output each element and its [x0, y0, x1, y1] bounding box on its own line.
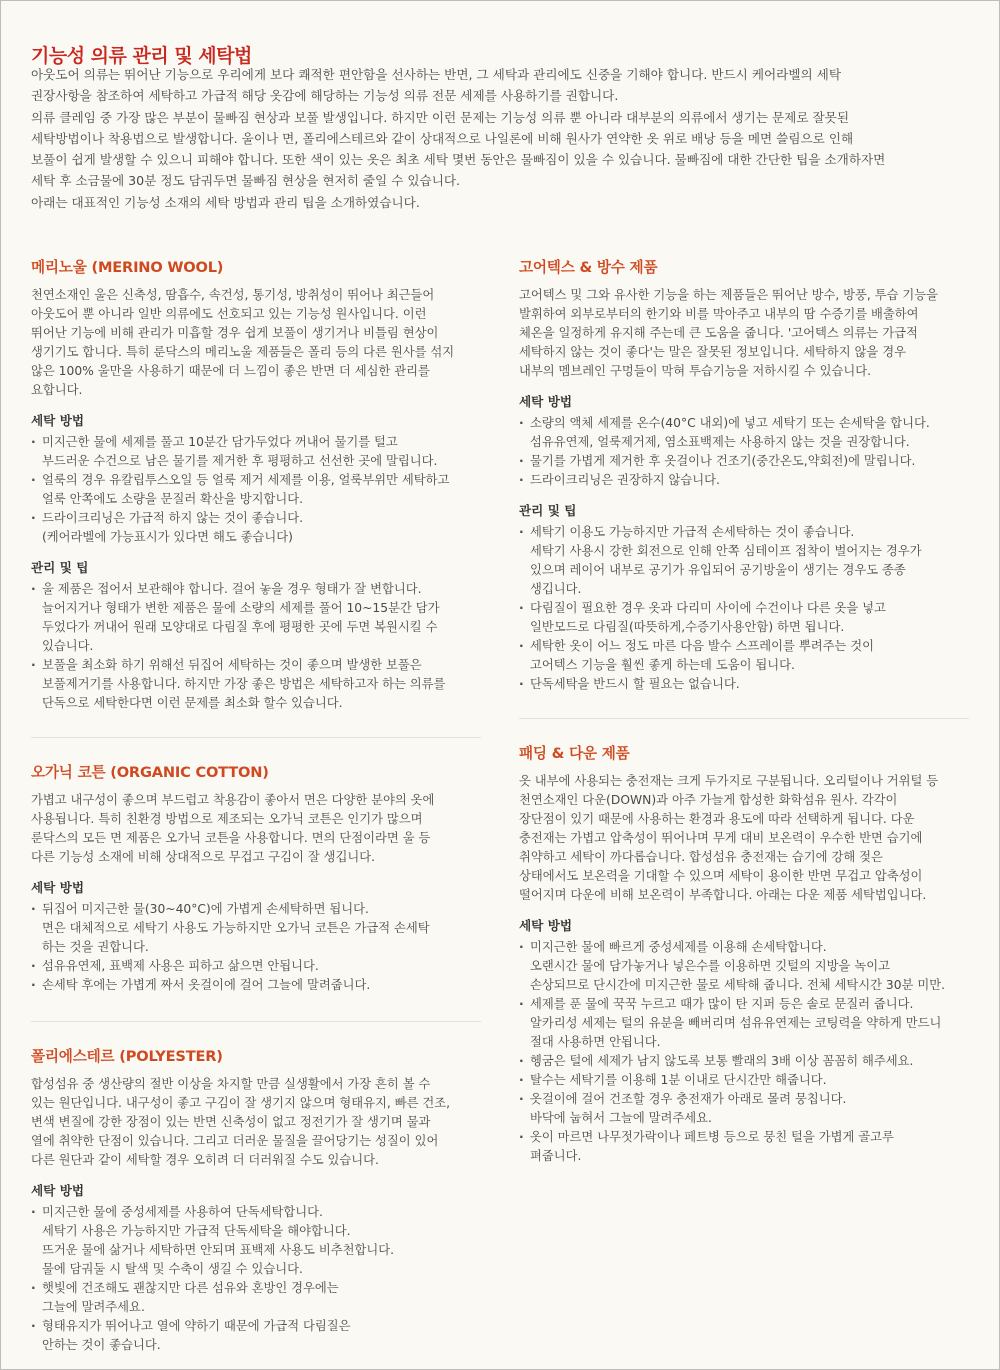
list-item-line: · 드라이크리닝은 권장하지 않습니다. [530, 473, 720, 487]
description-line: 요합니다. [31, 383, 83, 397]
list-item-line: 섬유유연제, 얼룩제거제, 염소표백제는 사용하지 않는 것을 권장합니다. [530, 435, 910, 449]
description-line: 체온을 일정하게 유지해 주는데 큰 도움을 줍니다. '고어텍스 의류는 가급적 [519, 326, 918, 340]
description-line: 사용됩니다. 특히 친환경 방법으로 제조되는 오가닉 코튼은 인기가 많으며 [31, 812, 423, 826]
list-item [519, 414, 969, 452]
section-description [31, 1075, 481, 1170]
section-goretex [519, 256, 969, 694]
description-line: 고어텍스 및 그와 유사한 기능을 하는 제품들은 뛰어난 방수, 방풍, 투습 기능을 [519, 288, 939, 302]
list-item [519, 471, 969, 490]
wash-method-heading: 세탁 방법 [31, 1183, 85, 1198]
list-item-line: · 보풀을 최소화 하기 위해선 뒤집어 세탁하는 것이 좋으며 발생한 보풀은 [42, 658, 422, 672]
section-title: 패딩 & 다운 제품 [519, 745, 630, 762]
divider [31, 737, 481, 738]
description-line: 장단점이 있기 때문에 사용하는 환경과 용도에 따라 선택하게 됩니다. 다운 [519, 812, 915, 826]
right-column [519, 256, 969, 1166]
list-item-line: · 단독세탁을 반드시 할 필요는 없습니다. [530, 677, 740, 691]
intro-line: 세탁방법이나 착용법으로 발생합니다. 울이나 면, 폴리에스테르와 같이 상대적으로 나일론에 비해 원사가 연약한 옷 위로 배낭 등을 메면 쓸림으로 인해 [31, 130, 854, 146]
wash-list [519, 938, 969, 1166]
description-line: 룬닥스의 모든 면 제품은 오가닉 코튼을 사용합니다. 면의 단점이라면 울 등 [31, 831, 431, 845]
list-item-line: · 형태유지가 뛰어나고 열에 약하기 때문에 가급적 다림질은 [42, 1319, 351, 1333]
list-item-line: · 헹굼은 털에 세제가 남지 않도록 보통 빨래의 3배 이상 꼼꼼히 해주세요. [530, 1054, 914, 1068]
list-item [31, 580, 481, 656]
section-title: 오가닉 코튼 (ORGANIC COTTON) [31, 764, 269, 781]
section-down [519, 742, 969, 1166]
description-line: 열에 취약한 단점이 있습니다. 그리고 더러운 물질을 끌어당기는 성질이 있어 [31, 1134, 439, 1148]
wash-list [31, 433, 481, 547]
list-item-line: · 얼룩의 경우 유칼립투스오일 등 얼룩 제거 세제를 이용, 얼룩부위만 세탁하고 [42, 473, 450, 487]
list-item [519, 1128, 969, 1166]
list-item-line: 있습니다. [42, 639, 94, 653]
list-item-line: · 탈수는 세탁기를 이용해 1분 이내로 단시간만 해줍니다. [530, 1073, 827, 1087]
list-item-line: · 옷걸이에 걸어 건조할 경우 충전재가 아래로 몰려 뭉칩니다. [530, 1092, 847, 1106]
list-item-line: 단독으로 세탁한다면 이런 문제를 최소화 할수 있습니다. [42, 696, 343, 710]
list-item-line: 있으며 레이어 내부로 공기가 유입되어 공기방울이 생기는 경우도 종종 [530, 563, 906, 577]
list-item [31, 656, 481, 713]
wash-method-heading: 세탁 방법 [31, 880, 85, 895]
wash-method-heading: 세탁 방법 [519, 394, 573, 409]
list-item-line: 펴줍니다. [530, 1149, 582, 1163]
description-line: 않은 100% 울만을 사용하기 때문에 더 느낌이 좋은 반면 더 세심한 관리를 [31, 364, 430, 378]
list-item-line: 안하는 것이 좋습니다. [42, 1338, 161, 1352]
wash-method-heading: 세탁 방법 [31, 413, 85, 428]
list-item-line: · 섬유유연제, 표백제 사용은 피하고 삶으면 안됩니다. [42, 959, 319, 973]
wash-list [31, 900, 481, 995]
list-item-line: (케어라벨에 가능표시가 있다면 해도 좋습니다) [42, 530, 293, 544]
list-item-line: · 미지근한 물에 빠르게 중성세제를 이용해 손세탁합니다. [530, 940, 827, 954]
section-cotton [31, 761, 481, 995]
care-list [31, 580, 481, 713]
description-line: 합성섬유 중 생산량의 절반 이상을 차지할 만큼 실생활에서 가장 흔히 볼 수 [31, 1077, 431, 1091]
list-item-line: 세탁기 사용은 가능하지만 가급적 단독세탁을 해야합니다. [42, 1224, 351, 1238]
list-item [31, 900, 481, 957]
section-description [519, 772, 969, 905]
list-item-line: · 물기를 가볍게 제거한 후 옷걸이나 건조기(중간온도,약회전)에 말립니다. [530, 454, 916, 468]
list-item-line: · 소량의 액체 세제를 온수(40°C 내외)에 넣고 세탁기 또는 손세탁을 합니다. [530, 416, 930, 430]
list-item-line: · 다림질이 필요한 경우 옷과 다리미 사이에 수건이나 다른 옷을 넣고 [530, 601, 886, 615]
list-item-line: 손상되므로 단시간에 미지근한 물로 세탁해 줍니다. 전체 세탁시간 30분 미만. [530, 978, 946, 992]
description-line: 떨어지며 다운에 비해 보온력이 부족합니다. 아래는 다운 제품 세탁법입니다. [519, 888, 927, 902]
section-description [31, 286, 481, 400]
section-description [519, 286, 969, 381]
description-line: 아웃도어 뿐 아니라 일반 의류에도 선호되고 있는 기능성 원사입니다. 이런 [31, 307, 427, 321]
intro-line: 아래는 대표적인 기능성 소재의 세탁 방법과 관리 팁을 소개하였습니다. [31, 194, 420, 210]
list-item-line: · 미지근한 물에 중성세제를 사용하여 단독세탁합니다. [42, 1205, 323, 1219]
description-line: 다른 원단과 같이 세탁할 경우 오히려 더 더러워질 수도 있습니다. [31, 1153, 379, 1167]
list-item [519, 1090, 969, 1128]
list-item-line: 물에 담궈둘 시 탈색 및 수축이 생길 수 있습니다. [42, 1262, 303, 1276]
intro-line: 권장사항을 참조하여 세탁하고 가급적 해당 옷감에 해당하는 기능성 의류 전문 세제를 사용하기를 권합니다. [31, 88, 619, 104]
description-line: 충전재는 가볍고 압축성이 뛰어나며 무게 대비 보온력이 우수한 반면 습기에 [519, 831, 923, 845]
list-item-line: 보풀제거기를 사용합니다. 하지만 가장 좋은 방법은 세탁하고자 하는 의류를 [42, 677, 446, 691]
description-line: 내부의 멤브레인 구멍들이 막혀 투습기능을 저하시킬 수 있습니다. [519, 364, 871, 378]
list-item-line: 바닥에 눕혀서 그늘에 말려주세요. [530, 1111, 712, 1125]
list-item [31, 957, 481, 976]
list-item-line: 오랜시간 물에 담가놓거나 넣은수를 이용하면 깃털의 지방을 녹이고 [530, 959, 890, 973]
section-description [31, 791, 481, 867]
list-item-line: 그늘에 말려주세요. [42, 1300, 145, 1314]
list-item-line: 면은 대체적으로 세탁기 사용도 가능하지만 오가닉 코튼은 가급적 손세탁 [42, 921, 430, 935]
intro-line: 아웃도어 의류는 뛰어난 기능으로 우리에게 보다 쾌적한 편안함을 선사하는 반면, 그 세탁과 관리에도 신중을 기해야 합니다. 반드시 케어라벨의 세탁 [31, 67, 841, 82]
description-line: 가볍고 내구성이 좋으며 부드럽고 착용감이 좋아서 면은 다양한 분야의 옷에 [31, 793, 435, 807]
list-item-line: 뜨거운 물에 삶거나 세탁하면 안되며 표백제 사용도 비추천합니다. [42, 1243, 394, 1257]
intro-text [31, 64, 976, 213]
description-line: 생기기도 합니다. 특히 룬닥스의 메리노울 제품들은 폴리 등의 다른 원사를 섞지 [31, 345, 455, 359]
description-line: 변색 변질에 강한 장점이 있는 반면 신축성이 없고 정전기가 잘 생기며 물과 [31, 1115, 431, 1129]
list-item [31, 471, 481, 509]
page-title: 기능성 의류 관리 및 세탁법 [31, 44, 252, 67]
list-item [31, 509, 481, 547]
list-item-line: · 세탁기 이용도 가능하지만 가급적 손세탁하는 것이 좋습니다. [530, 525, 855, 539]
list-item [519, 995, 969, 1052]
list-item-line: · 햇빛에 건조해도 괜찮지만 다른 섬유와 혼방인 경우에는 [42, 1281, 339, 1295]
section-title: 폴리에스테르 (POLYESTER) [31, 1048, 223, 1065]
list-item [519, 599, 969, 637]
list-item-line: 고어텍스 기능을 훨씬 좋게 하는데 도움이 됩니다. [530, 658, 795, 672]
description-line: 옷 내부에 사용되는 충전재는 크게 두가지로 구분됩니다. 오리털이나 거위털 등 [519, 774, 939, 788]
list-item [31, 976, 481, 995]
care-tips-heading: 관리 및 팁 [31, 560, 89, 575]
description-line: 뛰어난 기능에 비해 관리가 미흡할 경우 쉽게 보풀이 생기거나 비틀림 현상이 [31, 326, 439, 340]
description-line: 상태에서도 보온력을 기대할 수 있으며 세탁이 용이한 반면 무겁고 압축성이 [519, 869, 923, 883]
list-item-line: 절대 사용하면 안됩니다. [530, 1035, 661, 1049]
description-line: 취약하고 세탁이 까다롭습니다. 합성섬유 충전재는 습기에 강해 젖은 [519, 850, 883, 864]
list-item-line: · 손세탁 후에는 가볍게 짜서 옷걸이에 걸어 그늘에 말려줍니다. [42, 978, 371, 992]
left-column [31, 256, 481, 1355]
list-item-line: · 미지근한 물에 세제를 풀고 10분간 담가두었다 꺼내어 물기를 털고 [42, 435, 398, 449]
intro-line: 의류 클레임 중 가장 많은 부분이 물빠짐 현상과 보풀 발생입니다. 하지만 이런 문제는 기능성 의류 뿐 아니라 대부분의 의류에서 생기는 문제로 잘못된 [31, 109, 850, 125]
list-item [31, 1279, 481, 1317]
list-item-line: 생깁니다. [530, 582, 582, 596]
list-item-line: 세탁기 사용시 강한 회전으로 인해 안쪽 심테이프 접착이 벌어지는 경우가 [530, 544, 922, 558]
description-line: 있는 원단입니다. 내구성이 좋고 구김이 잘 생기지 않으며 형태유지, 빠른 건조, [31, 1096, 451, 1110]
list-item [519, 675, 969, 694]
list-item [519, 1052, 969, 1071]
description-line: 천연소재인 울은 신축성, 땀흡수, 속건성, 통기성, 방취성이 뛰어나 최근들어 [31, 288, 435, 302]
section-title: 고어텍스 & 방수 제품 [519, 259, 658, 276]
intro-line: 세탁 후 소금물에 30분 정도 담궈두면 물빠짐 현상을 현저히 줄일 수 있습니다. [31, 173, 461, 189]
list-item [519, 938, 969, 995]
list-item-line: 부드러운 수건으로 남은 물기를 제거한 후 평평하고 선선한 곳에 말립니다. [42, 454, 438, 468]
description-line: 세탁하지 않는 것이 좋다'는 말은 잘못된 정보입니다. 세탁하지 않을 경우 [519, 345, 906, 359]
section-merino [31, 256, 481, 713]
section-polyester [31, 1045, 481, 1355]
list-item [31, 433, 481, 471]
list-item-line: 알카리성 세제는 털의 유분을 빼버리며 섬유유연제는 코팅력을 약하게 만드니 [530, 1016, 942, 1030]
list-item [31, 1203, 481, 1279]
list-item-line: 늘어지거나 형태가 변한 제품은 물에 소량의 세제를 풀어 10~15분간 담가 [42, 601, 440, 615]
intro-line: 보풀이 쉽게 발생할 수 있으니 피해야 합니다. 또한 색이 있는 옷은 최초 세탁 몇번 동안은 물빠짐이 있을 수 있습니다. 물빠짐에 대한 간단한 팁을 소개하자면 [31, 152, 886, 168]
wash-list [519, 414, 969, 490]
list-item-line: · 드라이크리닝은 가급적 하지 않는 것이 좋습니다. [42, 511, 304, 525]
list-item-line: · 옷이 마르면 나무젓가락이나 페트병 등으로 뭉친 털을 가볍게 골고루 [530, 1130, 894, 1144]
wash-list [31, 1203, 481, 1355]
list-item [519, 452, 969, 471]
list-item-line: 두었다가 꺼내어 원래 모양대로 다림질 후에 평평한 곳에 두면 복원시킬 수 [42, 620, 438, 634]
wash-method-heading: 세탁 방법 [519, 918, 573, 933]
description-line: 다른 기능성 소재에 비해 상대적으로 무겁고 구김이 잘 생깁니다. [31, 850, 376, 864]
care-list [519, 523, 969, 694]
divider [519, 718, 969, 719]
list-item-line: 일반모드로 다림질(따뜻하게,수증기사용안함) 하면 됩니다. [530, 620, 845, 634]
list-item-line: · 뒤집어 미지근한 물(30~40°C)에 가볍게 손세탁하면 됩니다. [42, 902, 369, 916]
list-item-line: 얼룩 안쪽에도 소량을 문질러 확산을 방지합니다. [42, 492, 304, 506]
list-item [519, 523, 969, 599]
section-title: 메리노울 (MERINO WOOL) [31, 259, 224, 276]
list-item-line: 하는 것을 권합니다. [42, 940, 149, 954]
description-line: 발휘하여 외부로부터의 한기와 비를 막아주고 내부의 땀 수증기를 배출하여 [519, 307, 919, 321]
care-tips-heading: 관리 및 팁 [519, 503, 577, 518]
list-item-line: · 울 제품은 접어서 보관해야 합니다. 걸어 놓을 경우 형태가 잘 변합니다. [42, 582, 422, 596]
list-item [519, 637, 969, 675]
list-item [31, 1317, 481, 1355]
divider [31, 1021, 481, 1022]
list-item-line: · 세제를 푼 물에 꾹꾹 누르고 때가 많이 탄 지퍼 등은 솔로 문질러 줍니다. [530, 997, 914, 1011]
list-item-line: · 세탁한 옷이 어느 정도 마른 다음 발수 스프레이를 뿌려주는 것이 [530, 639, 875, 653]
description-line: 천연소재인 다운(DOWN)과 아주 가늘게 합성한 화학섬유 원사. 각각이 [519, 793, 898, 807]
list-item [519, 1071, 969, 1090]
